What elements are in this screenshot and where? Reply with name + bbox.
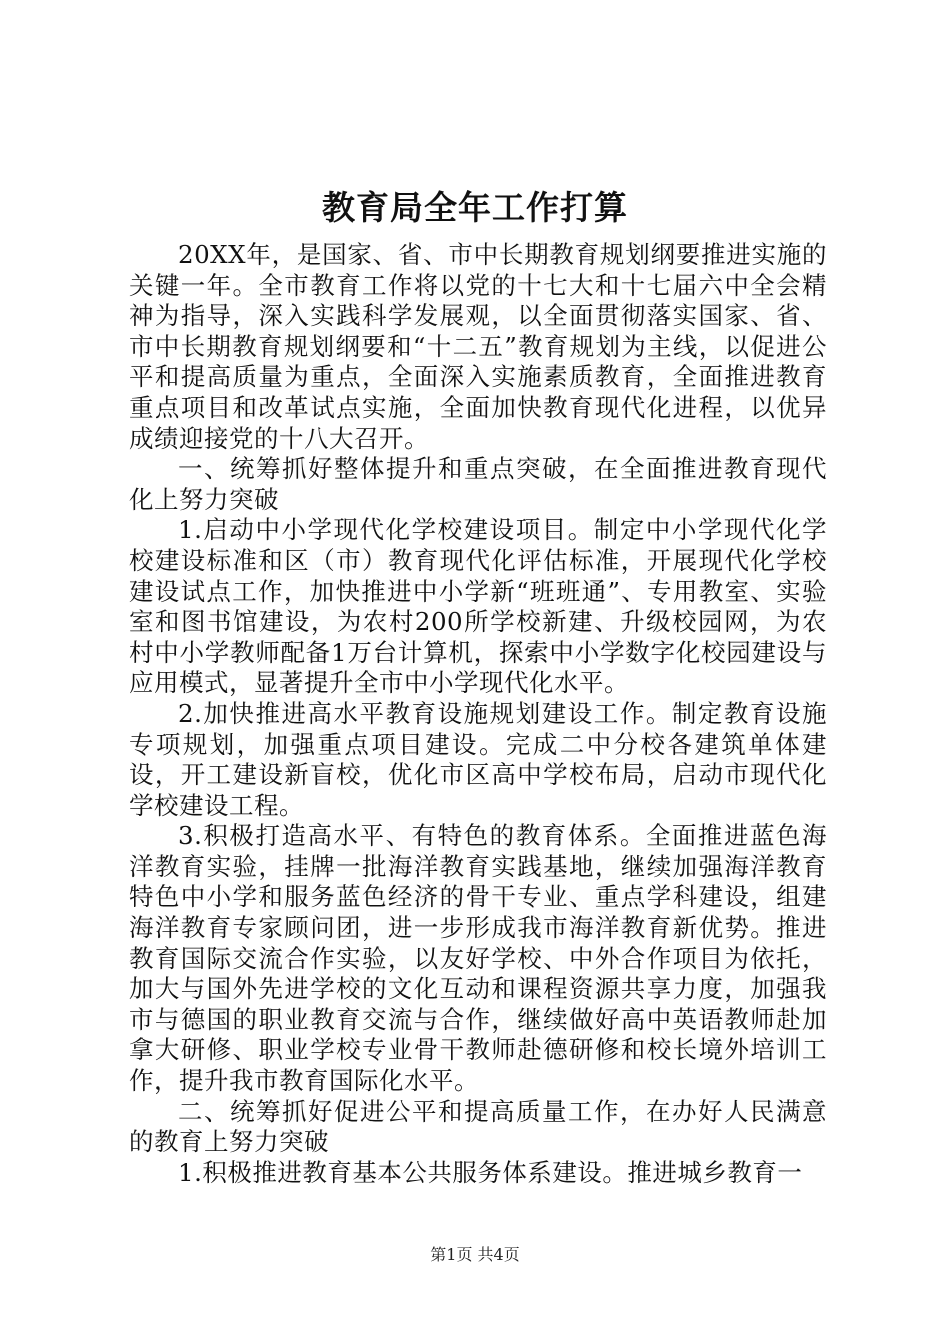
paragraph-item-1-2: 2.加快推进高水平教育设施规划建设工作。制定教育设施专项规划，加强重点项目建设。完成二中分校各建筑单体建设，开工建设新盲校，优化市区高中学校布局，启动市现代化学校建设工程。	[129, 698, 827, 820]
section-heading-one: 一、统筹抓好整体提升和重点突破，在全面推进教育现代化上努力突破	[129, 454, 827, 514]
paragraph-intro: 20XX年，是国家、省、市中长期教育规划纲要推进实施的关键一年。全市教育工作将以党的十七大和十七届六中全会精神为指导，深入实践科学发展观，以全面贯彻落实国家、省、市中长期教育规划纲要和“十二五”教育规划为主线，以促进公平和提高质量为重点，全面深入实施素质教育，全面推进教育重点项目和改革试点实施，全面加快教育现代化进程，以优异成绩迎接党的十八大召开。	[129, 240, 827, 453]
paragraph-item-2-1: 1.积极推进教育基本公共服务体系建设。推进城乡教育一	[178, 1157, 803, 1187]
document-body	[129, 240, 827, 1188]
paragraph-item-1-1: 1.启动中小学现代化学校建设项目。制定中小学现代化学校建设标准和区（市）教育现代化评估标准，开展现代化学校建设试点工作，加快推进中小学新“班班通”、专用教室、实验室和图书馆建设，为农村200所学校新建、升级校园网，为农村中小学教师配备1万台计算机，探索中小学数字化校园建设与应用模式，显著提升全市中小学现代化水平。	[129, 515, 827, 698]
page-number-footer: 第1页 共4页	[430, 1245, 520, 1264]
document-title: 教育局全年工作打算	[322, 188, 628, 227]
paragraph-item-1-3: 3.积极打造高水平、有特色的教育体系。全面推进蓝色海洋教育实验，挂牌一批海洋教育实践基地，继续加强海洋教育特色中小学和服务蓝色经济的骨干专业、重点学科建设，组建海洋教育专家顾问团，进一步形成我市海洋教育新优势。推进教育国际交流合作实验，以友好学校、中外合作项目为依托，加大与国外先进学校的文化互动和课程资源共享力度，加强我市与德国的职业教育交流与合作，继续做好高中英语教师赴加拿大研修、职业学校专业骨干教师赴德研修和校长境外培训工作，提升我市教育国际化水平。	[129, 821, 827, 1096]
section-heading-two: 二、统筹抓好促进公平和提高质量工作，在办好人民满意的教育上努力突破	[129, 1096, 827, 1157]
